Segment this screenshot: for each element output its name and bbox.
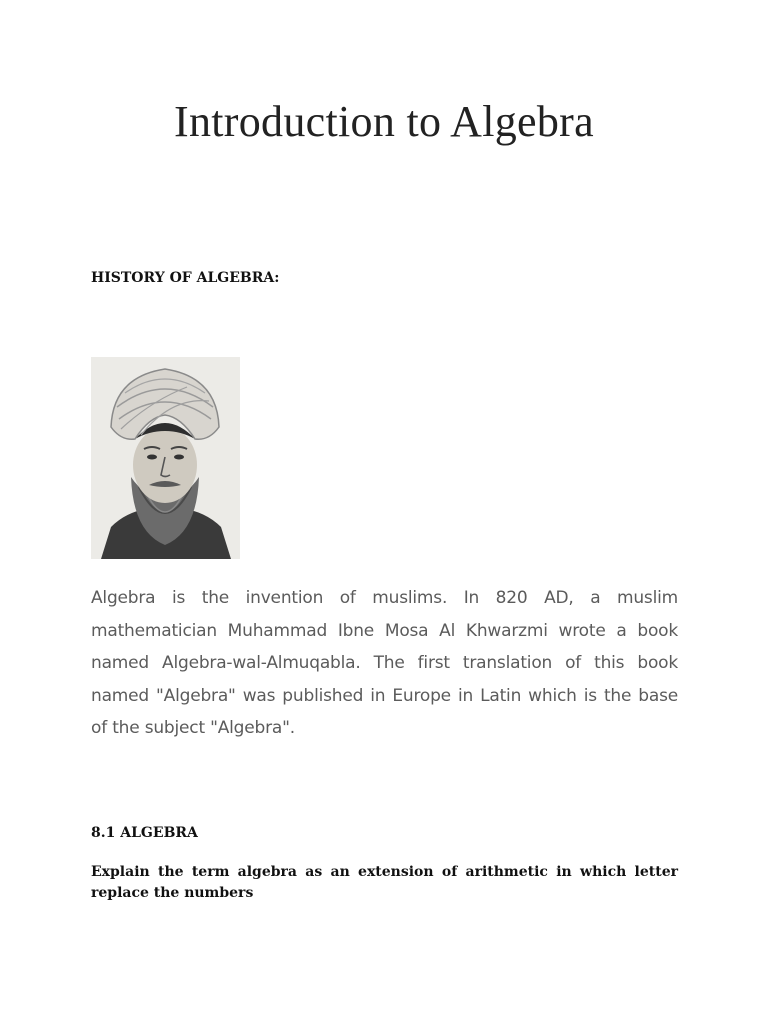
history-heading: HISTORY OF ALGEBRA:: [91, 270, 280, 286]
portrait-image: [91, 357, 240, 559]
document-title: Introduction to Algebra: [174, 97, 594, 146]
objective-text: Explain the term algebra as an extension of arithmetic in which letter replace the numbers: [91, 864, 678, 901]
history-paragraph: Algebra is the invention of muslims. In 820 AD, a muslim mathematician Muhammad Ibne Mosa Al Khwarzmi wrote a book named Algebra-wal-Almuqabla. The first translation of this book named "Algebra" was published in Europe in Latin which is the base of the subject "Algebra".: [91, 588, 678, 738]
section-heading: 8.1 ALGEBRA: [91, 825, 198, 841]
